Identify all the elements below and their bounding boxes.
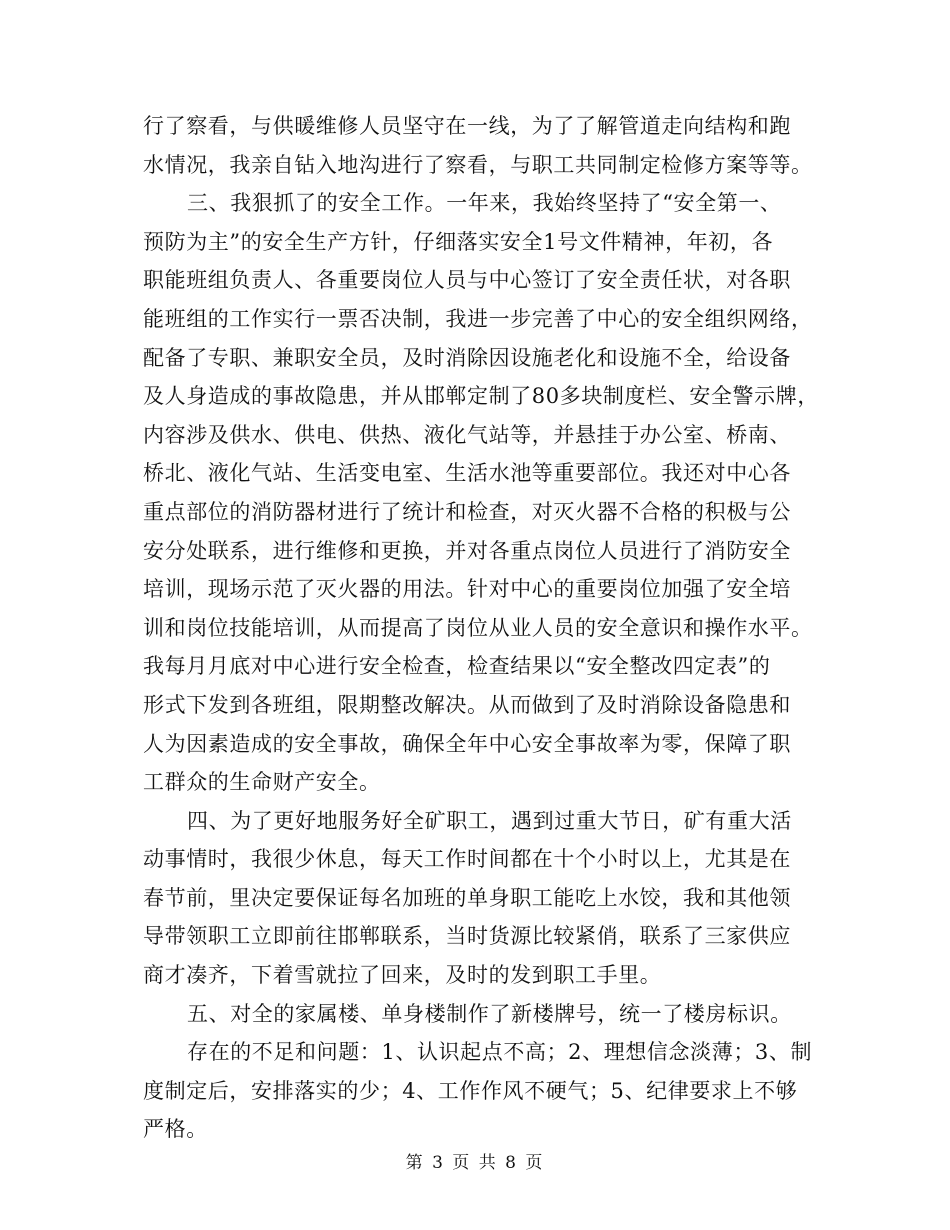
- text-line: 及人身造成的事故隐患，并从邯郸定制了80多块制度栏、安全警示牌，: [143, 384, 819, 409]
- text-line: 内容涉及供水、供电、供热、液化气站等，并悬挂于办公室、桥南、: [143, 422, 791, 447]
- text-line: 导带领职工立即前往邯郸联系，当时货源比较紧俏，联系了三家供应: [143, 924, 791, 949]
- paragraph-start-line: 三、我狠抓了的安全工作。一年来，我始终坚持了“安全第一、: [187, 191, 782, 216]
- text-line: 形式下发到各班组，限期整改解决。从而做到了及时消除设备隐患和: [143, 692, 791, 717]
- text-line: 重点部位的消防器材进行了统计和检查，对灭火器不合格的积极与公: [143, 499, 791, 524]
- text-line: 能班组的工作实行一票否决制，我进一步完善了中心的安全组织网络，: [143, 306, 813, 331]
- page-number-footer: 第 3 页 共 8 页: [405, 1153, 545, 1173]
- text-line: 工群众的生命财产安全。: [143, 770, 381, 795]
- text-line: 预防为主”的安全生产方针，仔细落实安全1号文件精神，年初，各: [143, 229, 774, 254]
- text-line: 桥北、液化气站、生活变电室、生活水池等重要部位。我还对中心各: [143, 461, 791, 486]
- text-line: 训和岗位技能培训，从而提高了岗位从业人员的安全意识和操作水平。: [143, 615, 813, 640]
- text-line: 春节前，里决定要保证每名加班的单身职工能吃上水饺，我和其他领: [143, 885, 791, 910]
- text-line: 严格。: [143, 1117, 208, 1142]
- text-line: 动事情时，我很少休息，每天工作时间都在十个小时以上，尤其是在: [143, 847, 791, 872]
- document-body: [143, 107, 819, 1149]
- text-line: 度制定后，安排落实的少；4、工作作风不硬气；5、纪律要求上不够: [143, 1078, 798, 1103]
- text-line: 人为因素造成的安全事故，确保全年中心安全事故率为零，保障了职: [143, 731, 791, 756]
- paragraph-start-line: 四、为了更好地服务好全矿职工，遇到过重大节日，矿有重大活: [187, 808, 792, 833]
- text-line: 水情况，我亲自钻入地沟进行了察看，与职工共同制定检修方案等等。: [143, 152, 813, 177]
- text-line: 商才凑齐，下着雪就拉了回来，及时的发到职工手里。: [143, 963, 662, 988]
- text-line: 行了察看，与供暖维修人员坚守在一线，为了了解管道走向结构和跑: [143, 114, 791, 138]
- text-line: 配备了专职、兼职安全员，及时消除因设施老化和设施不全，给设备: [143, 345, 791, 370]
- text-line: 我每月月底对中心进行安全检查，检查结果以“安全整改四定表”的: [143, 654, 771, 679]
- paragraph-start-line: 五、对全的家属楼、单身楼制作了新楼牌号，统一了楼房标识。: [187, 1001, 792, 1026]
- text-line: 职能班组负责人、各重要岗位人员与中心签订了安全责任状，对各职: [143, 268, 791, 293]
- text-line: 培训，现场示范了灭火器的用法。针对中心的重要岗位加强了安全培: [143, 577, 791, 602]
- paragraph-start-line: 存在的不足和问题：1、认识起点不高；2、理想信念淡薄；3、制: [187, 1040, 813, 1065]
- text-line: 安分处联系，进行维修和更换，并对各重点岗位人员进行了消防安全: [143, 538, 791, 563]
